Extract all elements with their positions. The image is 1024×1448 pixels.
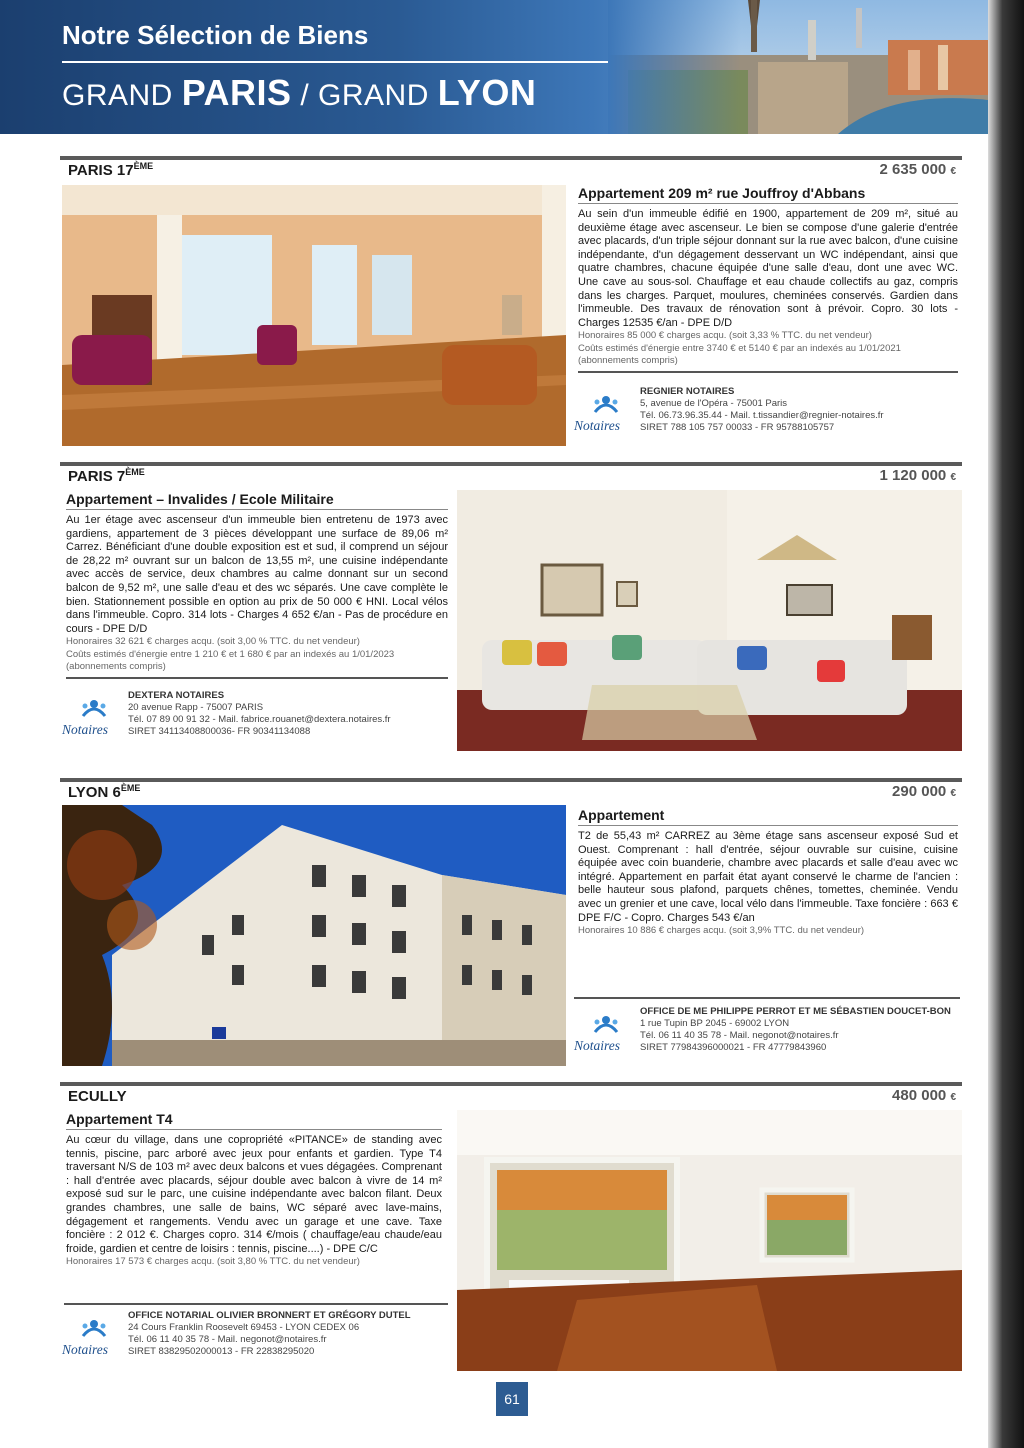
text-rule [578,371,958,373]
listing-text [578,185,958,373]
listing-fees: Honoraires 17 573 € charges acqu. (soit 3,80 % TTC. du net vendeur) [66,1256,360,1268]
page-header [0,0,988,134]
listing-text [578,807,958,938]
listing-price: 2 635 000 € [879,161,956,178]
empty-living-room-photo[interactable] [457,1110,962,1371]
listing-city: LYON 6ÈME [68,783,141,801]
paris-lyon-skyline-image [608,0,988,134]
text-rule [64,1303,448,1305]
listing-price: 290 000 € [892,783,956,800]
notary-address: 20 avenue Rapp - 75007 PARIS [128,702,264,713]
notary-contact[interactable]: Tél. 06 11 40 35 78 - Mail. negonot@notaires.fr [128,1334,327,1345]
notaires-logo [574,392,636,436]
notary-name: REGNIER NOTAIRES [640,386,735,397]
notary-name: DEXTERA NOTAIRES [128,690,225,701]
notary-info [640,1006,951,1054]
notary-card [574,1006,962,1066]
notaires-wordmark: Notaires [62,722,109,737]
listing-ecully [60,1082,962,1374]
page-edge-shadow [988,0,1024,1448]
text-rule [66,677,448,679]
notary-siret: SIRET 34113408800036- FR 90341134088 [128,726,311,737]
page-number: 61 [496,1382,528,1416]
listing-divider [60,1082,962,1086]
notaires-mark-icon [591,392,621,418]
listing-paris-17 [60,156,962,448]
listing-fees: Honoraires 32 621 € charges acqu. (soit 3,00 % TTC. du net vendeur) [66,636,360,648]
listing-energy: Coûts estimés d'énergie entre 3740 € et 5140 € par an indexés au 1/01/2021 (abonnements compris) [578,342,901,367]
listing-divider [60,156,962,160]
notary-card [62,1310,452,1370]
notary-contact[interactable]: Tél. 06 11 40 35 78 - Mail. negonot@notaires.fr [640,1030,839,1041]
listing-fees: Honoraires 10 886 € charges acqu. (soit 3,9% TTC. du net vendeur) [578,925,865,937]
notaires-logo [62,696,124,740]
notary-contact[interactable]: Tél. 06.73.96.35.44 - Mail. t.tissandier@regnier-notaires.fr [640,410,884,421]
notary-address: 1 rue Tupin BP 2045 - 69002 LYON [640,1018,790,1029]
page-subtitle: GRAND PARIS / GRAND LYON [62,72,537,113]
notary-info [128,1310,411,1358]
listing-city: PARIS 17ÈME [68,161,154,179]
notaires-logo [62,1316,124,1360]
listing-city: PARIS 7ÈME [68,467,145,485]
text-rule [574,997,960,999]
listing-title: Appartement [578,807,958,826]
salon-haussmannien-photo[interactable] [62,185,566,446]
notary-siret: SIRET 788 105 757 00033 - FR 95788105757 [640,422,835,433]
page-title: Notre Sélection de Biens [62,20,369,50]
listing-text [66,1111,442,1269]
notary-info [640,386,884,434]
notary-card [62,690,452,750]
notaires-wordmark: Notaires [574,1038,621,1053]
notary-address: 5, avenue de l'Opéra - 75001 Paris [640,398,788,409]
listing-paris-7 [60,462,962,754]
listing-city: ECULLY [68,1088,127,1105]
notary-name: OFFICE DE ME PHILIPPE PERROT ET ME SÉBASTIEN DOUCET-BON [640,1006,951,1017]
listing-description: Au 1er étage avec ascenseur d'un immeuble bien entretenu de 1973 avec gardiens, appartement de 3 pièces développant une surface de 89,06 m² Carrez. Bénéficiant d'une double exposition est et sud, il comprend un séjour de 28,22 m² ouvrant sur un balcon de 13,55 m², une cuisine indépendante avec accès de service, deux chambres au calme donnant sur un second balcon de 9,52 m², une salle d'eau et des wc séparés. Une cave complète le bien. Stationnement possible en option au prix de 50 000 € HNI. Local vélos dans l'immeuble. Copro. 314 lots - Charges 4 652 €/an - Pas de procédure en cours - DPE D/D [66,514,448,635]
notaires-mark-icon [79,696,109,722]
notaires-mark-icon [591,1012,621,1038]
notaires-mark-icon [79,1316,109,1342]
notaires-logo [574,1012,636,1056]
listing-description: Au sein d'un immeuble édifié en 1900, appartement de 209 m², situé au deuxième étage avec ascenseur. Le bien se compose d'une galerie d'entrée avec placards, d'un triple séjour donnant sur la rue avec balcon, d'une cuisine indépendante, d'un dégagement desservant un WC indépendant, ainsi que quatre chambres, chacune équipée d'une salle d'eau, dont une avec WC. Une cave au sous-sol. Chauffage et eau chaude collectifs au gaz, compris dans les charges. Parquet, moulures, cheminées conservés. Gardien dans l'immeuble. Des travaux de rénovation sont à prévoir. Copro. 30 lots - Charges 12535 €/an - DPE D/D [578,208,958,329]
notary-address: 24 Cours Franklin Roosevelt 69453 - LYON CEDEX 06 [128,1322,360,1333]
listing-title: Appartement – Invalides / Ecole Militaire [66,491,448,510]
listing-title: Appartement T4 [66,1111,442,1130]
notary-siret: SIRET 77984396000021 - FR 47779843960 [640,1042,827,1053]
listing-text [66,491,448,679]
building-facade-photo[interactable] [62,805,566,1066]
listing-price: 480 000 € [892,1087,956,1104]
listing-price: 1 120 000 € [879,467,956,484]
living-room-photo[interactable] [457,490,962,751]
listing-description: T2 de 55,43 m² CARREZ au 3ème étage sans ascenseur exposé Sud et Ouest. Comprenant : hall d'entrée, séjour ouvrable sur cuisine, cuisine équipée avec coin buanderie, chambre avec placards et salle d'eau avec wc intégré. Appartement en parfait état ayant conservé le charme de l'ancien : belle hauteur sous plafond, parquets chênes, tomettes, cheminée. Vendu avec un grenier et une cave, local vélo dans l'immeuble. Taxe foncière : 663 € DPE F/C - Copro. Charges 543 €/an [578,830,958,924]
notary-contact[interactable]: Tél. 07 89 00 91 32 - Mail. fabrice.rouanet@dextera.notaires.fr [128,714,391,725]
listing-fees: Honoraires 85 000 € charges acqu. (soit 3,33 % TTC. du net vendeur) [578,330,872,342]
notary-siret: SIRET 83829502000013 - FR 22838295020 [128,1346,315,1357]
notary-card [574,386,962,446]
listing-divider [60,778,962,782]
notary-name: OFFICE NOTARIAL OLIVIER BRONNERT ET GRÉGORY DUTEL [128,1310,411,1321]
listing-energy: Coûts estimés d'énergie entre 1 210 € et 1 680 € par an indexés au 1/01/2023 (abonnements compris) [66,648,395,673]
listing-lyon-6 [60,778,962,1070]
notaires-wordmark: Notaires [62,1342,109,1357]
listing-title: Appartement 209 m² rue Jouffroy d'Abbans [578,185,958,204]
listing-description: Au cœur du village, dans une copropriété «PITANCE» de standing avec tennis, piscine, parc arboré avec jeux pour enfants et gardien. Type T4 traversant N/S de 103 m² avec deux balcons et vues dégagées. Comprenant : hall d'entrée avec placards, séjour double avec balcon à vivre de 14 m² exposé sud sur le parc, une cuisine indépendante avec balcon filant. Deux grandes chambres, une salle de bains, WC séparé avec lave-mains, dégagement et rangements. Vendu avec un garage et une cave. Taxe foncière : 2 012 €. Charges copro. 314 €/mois ( chauffage/eau chaude/eau froide, gardien et centre de loisirs : tennis, piscine....) - DPE C/C [66,1134,442,1255]
listing-divider [60,462,962,466]
notary-info [128,690,391,738]
notaires-wordmark: Notaires [574,418,621,433]
